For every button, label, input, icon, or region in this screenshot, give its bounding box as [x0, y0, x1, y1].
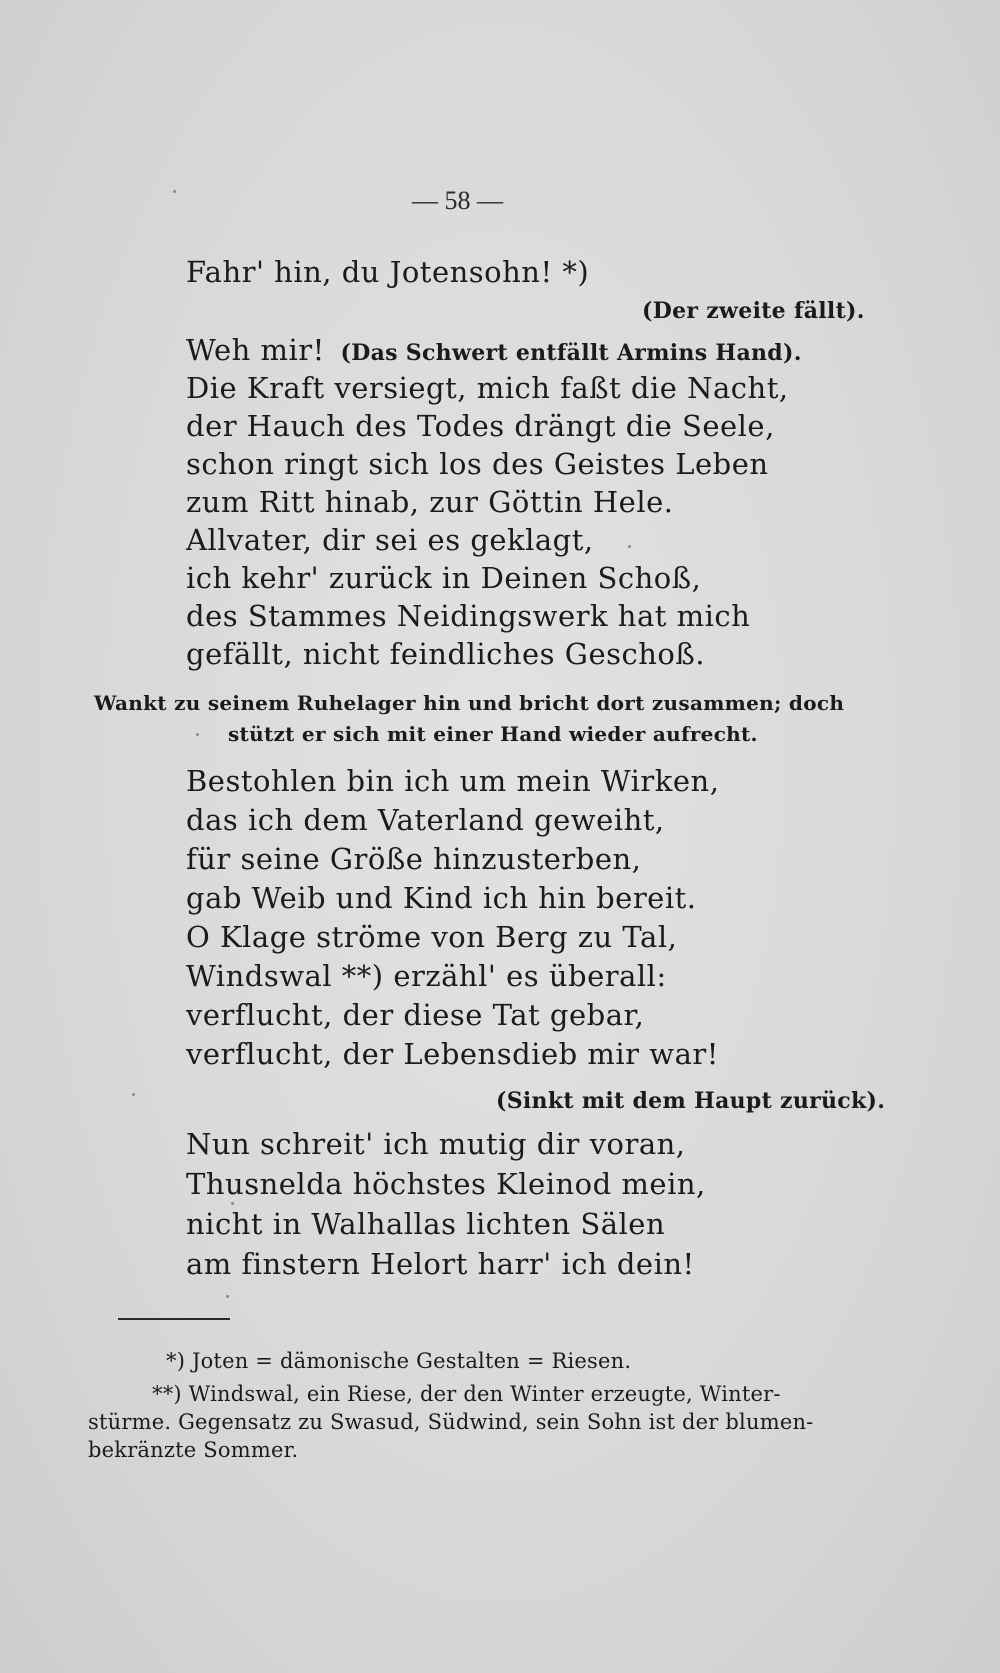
- paper-speck: [226, 1295, 229, 1298]
- footnote: *) Joten = dämonische Gestalten = Riesen.: [166, 1349, 632, 1373]
- verse-line: [186, 333, 802, 367]
- stage-direction-inline: (Das Schwert entfällt Armins Hand).: [340, 340, 802, 366]
- verse-speech: Weh mir!: [186, 333, 325, 367]
- verse-line: Bestohlen bin ich um mein Wirken,: [186, 764, 720, 798]
- stage-direction: Wankt zu seinem Ruhelager hin und bricht dort zusammen; doch: [94, 691, 845, 715]
- paper-speck: [628, 545, 631, 548]
- stage-direction: stützt er sich mit einer Hand wieder aufrecht.: [228, 722, 758, 746]
- stage-direction: (Der zweite fällt).: [642, 298, 865, 324]
- verse-line: verflucht, der diese Tat gebar,: [186, 998, 645, 1032]
- paper-speck: [231, 1202, 234, 1205]
- verse-line: das ich dem Vaterland geweiht,: [186, 803, 665, 837]
- verse-line: des Stammes Neidingswerk hat mich: [186, 599, 751, 633]
- verse-line: für seine Größe hinzusterben,: [186, 842, 642, 876]
- verse-line: Thusnelda höchstes Kleinod mein,: [186, 1167, 706, 1201]
- footnote-rule: [118, 1318, 230, 1320]
- verse-line: verflucht, der Lebensdieb mir war!: [186, 1037, 719, 1071]
- verse-line: ich kehr' zurück in Deinen Schoß,: [186, 561, 702, 595]
- verse-line: nicht in Walhallas lichten Sälen: [186, 1207, 666, 1241]
- page-number: — 58 —: [412, 186, 503, 215]
- footnote: **) Windswal, ein Riese, der den Winter erzeugte, Winter-: [152, 1382, 781, 1406]
- paper-speck: [173, 190, 176, 193]
- verse-line: Allvater, dir sei es geklagt,: [186, 523, 594, 557]
- paper-speck: [196, 733, 199, 736]
- verse-line: O Klage ströme von Berg zu Tal,: [186, 920, 678, 954]
- verse-line: der Hauch des Todes drängt die Seele,: [186, 409, 775, 443]
- verse-line: gefällt, nicht feindliches Geschoß.: [186, 637, 705, 671]
- verse-line: Die Kraft versiegt, mich faßt die Nacht,: [186, 371, 789, 405]
- footnote: stürme. Gegensatz zu Swasud, Südwind, sein Sohn ist der blumen-: [88, 1410, 814, 1434]
- verse-line: gab Weib und Kind ich hin bereit.: [186, 881, 697, 915]
- footnote: bekränzte Sommer.: [88, 1438, 299, 1462]
- verse-line: Fahr' hin, du Jotensohn! *): [186, 255, 590, 289]
- stage-direction: (Sinkt mit dem Haupt zurück).: [496, 1088, 886, 1114]
- verse-line: Windswal **) erzähl' es überall:: [186, 959, 667, 993]
- paper-speck: [132, 1093, 135, 1096]
- verse-line: zum Ritt hinab, zur Göttin Hele.: [186, 485, 674, 519]
- verse-line: am finstern Helort harr' ich dein!: [186, 1247, 695, 1281]
- verse-line: Nun schreit' ich mutig dir voran,: [186, 1127, 686, 1161]
- verse-line: schon ringt sich los des Geistes Leben: [186, 447, 769, 481]
